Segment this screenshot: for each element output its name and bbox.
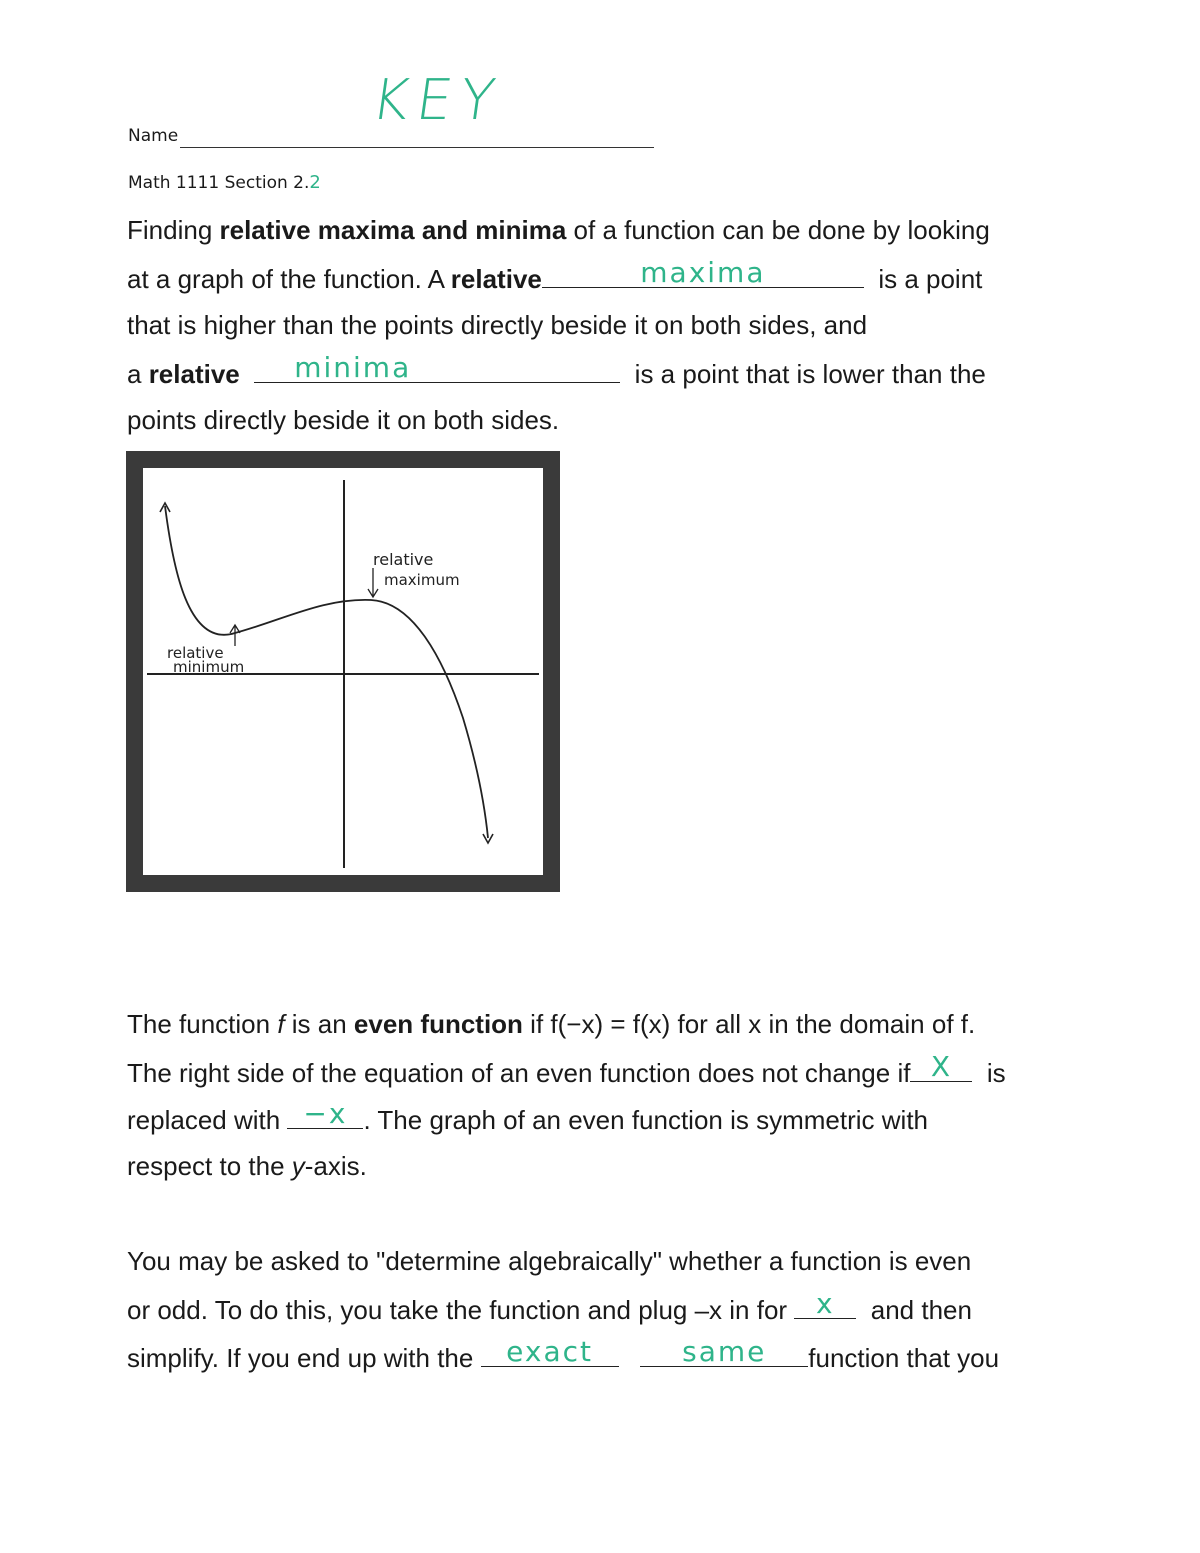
section-handwritten: 2 bbox=[309, 172, 321, 193]
extrema-line-3: that is higher than the points directly beside it on both sides, and bbox=[127, 310, 868, 340]
answer-blank-exact bbox=[481, 1335, 619, 1368]
label-maximum: maximum bbox=[384, 571, 460, 589]
answer-exact: exact bbox=[506, 1335, 594, 1368]
even-line-1: The function f is an even function if f(−x) = f(x) for all x in the domain of f. bbox=[127, 1009, 976, 1039]
label-minimum: minimum bbox=[173, 658, 245, 676]
graph-frame bbox=[126, 451, 560, 892]
even-line-3: replaced with −x . The graph of an even function is symmetric with bbox=[127, 1097, 928, 1135]
answer-blank-negx bbox=[287, 1097, 363, 1130]
max-arrow bbox=[368, 568, 378, 597]
even-line-4: respect to the y-axis. bbox=[127, 1151, 367, 1181]
label-relative-max: relative bbox=[373, 550, 434, 569]
answer-maxima: maxima bbox=[640, 256, 766, 289]
answer-minima: minima bbox=[294, 351, 412, 384]
algebraic-line-3: simplify. If you end up with the exact same function that you bbox=[127, 1335, 1000, 1373]
answer-blank-x bbox=[910, 1050, 972, 1083]
answer-negx: −x bbox=[303, 1097, 348, 1130]
name-label: Name bbox=[128, 126, 179, 146]
extrema-line-2: at a graph of the function. A relative maxima is a point bbox=[127, 256, 983, 294]
section-label: Math 1111 Section 2.2 bbox=[128, 172, 321, 193]
algebraic-line-2: or odd. To do this, you take the function and plug –x in for x and then bbox=[127, 1287, 972, 1325]
label-relative-min: relative bbox=[167, 644, 224, 662]
extrema-line-4: a relative minima is a point that is lower than the bbox=[127, 351, 986, 389]
name-line bbox=[180, 147, 654, 148]
algebraic-line-1: You may be asked to "determine algebraically" whether a function is even bbox=[127, 1246, 972, 1276]
answer-x2: x bbox=[816, 1287, 835, 1320]
extrema-line-5: points directly beside it on both sides. bbox=[127, 405, 560, 435]
extrema-line-1: Finding relative maxima and minima of a function can be done by looking bbox=[127, 215, 990, 245]
answer-blank-same bbox=[640, 1335, 808, 1368]
graph-area bbox=[143, 468, 543, 875]
min-arrow bbox=[230, 625, 240, 646]
answer-blank-x2 bbox=[794, 1287, 856, 1320]
answer-blank-maxima bbox=[542, 256, 864, 289]
even-line-2: The right side of the equation of an even function does not change if X is bbox=[127, 1050, 1006, 1088]
graph-svg bbox=[143, 468, 543, 875]
answer-same: same bbox=[682, 1335, 767, 1368]
answer-x: X bbox=[930, 1050, 953, 1083]
key-annotation: KEY bbox=[367, 68, 507, 133]
answer-blank-minima bbox=[254, 351, 620, 384]
